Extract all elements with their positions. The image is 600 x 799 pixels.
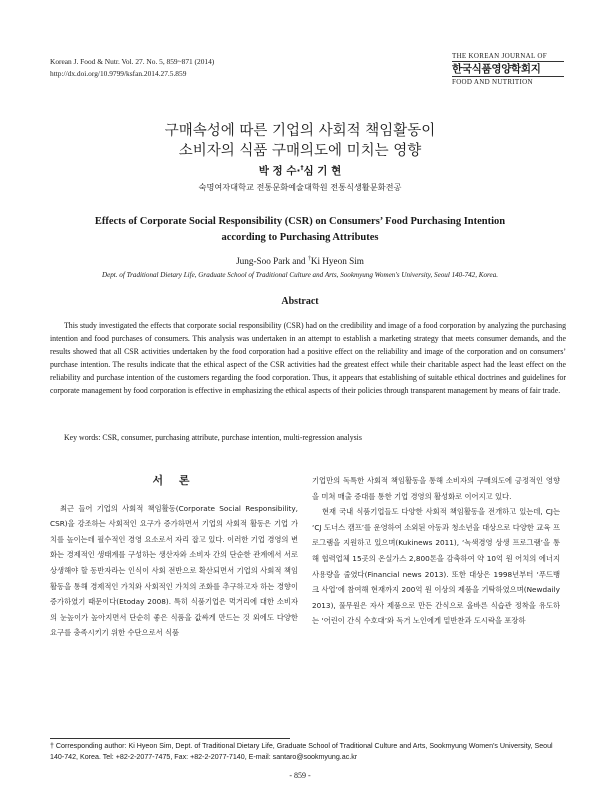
intro-paragraph-2: 현재 국내 식품기업들도 다양한 사회적 책임활동을 전개하고 있는데, CJ는 ‘CJ 도너스 캠프’를 운영하여 소외된 아동과 청소년을 대상으로 다양한 교육 프로그램을 지원하고 있으며(Kukinews 2011), ‘녹색경영 상생 프로그램’을 통해 협력업체 15곳의 온실가스 2,800톤을 감축하여 약 10억 원 어치의 에너지 사용량을 줄였다(Financial news 2013). 또한 대상은 1998년부터 ‘푸드뱅크 사업’에 참여해 현재까지 200억 원 이상의 제품을 기탁하였으며(Newdaily 2013), 풀무원은 자사 제품으로 만든 간식으로 올바른 식습관 정착을 유도하는 ‘어린이 간식 수호대’와 독거 노인에게 밑반찬과 도시락을 포장하	[312, 507, 560, 626]
english-title-line-2: according to Purchasing Attributes	[221, 232, 379, 243]
korean-title-line-1: 구매속성에 따른 기업의 사회적 책임활동이	[164, 123, 436, 139]
doi-link[interactable]: http://dx.doi.org/10.9799/ksfan.2014.27.5.859	[50, 69, 187, 78]
english-authors	[0, 256, 600, 266]
left-column	[50, 473, 298, 641]
korean-affiliation: 숙명여자대학교 전통문화예술대학원 전통식생활문화전공	[198, 182, 402, 192]
citation-block	[50, 56, 214, 80]
author-2-ko: 심 기 현	[303, 165, 342, 177]
introduction-heading: 서 론	[152, 474, 196, 487]
abstract-text: This study investigated the effects that corporate social responsibility (CSR) had on the credibility and image of a food corporation by analyzing the purchasing intention and food purchases of consumers. This analysis was undertaken in an attempt to establish a marketing strategy that meets consumer demands, and the results showed that all CSR activities undertaken by the food corporation had a positive effect on the reliability and image of the corporation and on consumers’ purchase intention. The results indicate that the ethical aspect of the CSR activities had the greatest effect while their charitable aspect had the least effect on the reliability and purchase intention of the customers regarding the food corporation. Thus, it appears that establishing of suitable ethical doctrines and guidelines for corporate management by food corporation is effective in emphasizing the ethical aspects of their policies through transparent management by means of fair trade.	[50, 321, 566, 395]
footnote-rule	[50, 738, 290, 739]
english-affiliation: Dept. of Traditional Dietary Life, Graduate School of Traditional Culture and Arts, Sookmyung Women's University, Seoul 140-742, Korea.	[101, 271, 499, 279]
corresponding-mark: †	[300, 164, 304, 172]
page-number: - 859 -	[289, 771, 311, 780]
intro-paragraph-continued: 기업만의 독특한 사회적 책임활동을 통해 소비자의 구매의도에 긍정적인 영향을 미쳐 매출 증대를 통한 기업 경영의 활성화로 이어지고 있다.	[312, 476, 560, 501]
korean-title-line-2: 소비자의 식품 구매의도에 미치는 영향	[178, 143, 422, 159]
english-title	[40, 214, 560, 246]
intro-paragraph-1: 최근 들어 기업의 사회적 책임활동(Corporate Social Responsibility, CSR)을 강조하는 사회적인 요구가 증가하면서 기업의 사회적 활동은 기업 가치를 높이는데 필수적인 경영 요소로서 자리 잡고 있다. 이러한 기업 경영의 변화는 경제적인 생태계를 구성하는 생산자와 소비자 간의 단순한 관계에서 서로 상생해야 할 동반자라는 인식이 사회 전반으로 확산되면서 기업의 사회적 책임활동을 통해 경제적인 가치와 사회적인 가치의 조화를 추구하고자 하는 경향이 증가하였기 때문이다(Etoday 2008). 특히 식품기업은 먹거리에 대한 소비자의 눈높이가 높아지면서 단순히 좋은 식품을 값싸게 만드는 것 외에도 다양한 요구를 충족시키기 위한 수단으로서 식품	[50, 503, 298, 638]
journal-name-top: THE KOREAN JOURNAL OF	[452, 52, 564, 62]
korean-authors	[0, 163, 600, 178]
english-title-line-1: Effects of Corporate Social Responsibility (CSR) on Consumers’ Food Purchasing Intention	[94, 216, 506, 227]
author-1-ko: 박 정 수	[258, 165, 297, 177]
author-2-en: Ki Hyeon Sim	[310, 256, 364, 267]
abstract-heading: Abstract	[281, 296, 319, 307]
journal-logo	[452, 52, 564, 86]
corresponding-mark-en: †	[307, 256, 311, 262]
corresponding-author-footnote: † Corresponding author: Ki Hyeon Sim, Dept. of Traditional Dietary Life, Graduate School of Traditional Culture and Arts, Sookmyung Women's University, Seoul 140-742, Korea. Tel: +82-2-2077-7475, Fax: +82-2-2077-7140, E-mail: santaro@sookmyung.ac.kr	[50, 742, 553, 761]
author-1-en: Jung-Soo Park and	[236, 256, 308, 267]
journal-name-bottom: FOOD AND NUTRITION	[452, 76, 564, 86]
keywords: Key words: CSR, consumer, purchasing attribute, purchase intention, multi-regression analysis	[64, 433, 362, 442]
citation: Korean J. Food & Nutr. Vol. 27. No. 5, 859~871 (2014)	[50, 57, 215, 66]
journal-name-korean: 한국식품영양학회지	[452, 63, 541, 75]
right-column	[312, 473, 560, 629]
author-separator: ·	[296, 165, 301, 177]
